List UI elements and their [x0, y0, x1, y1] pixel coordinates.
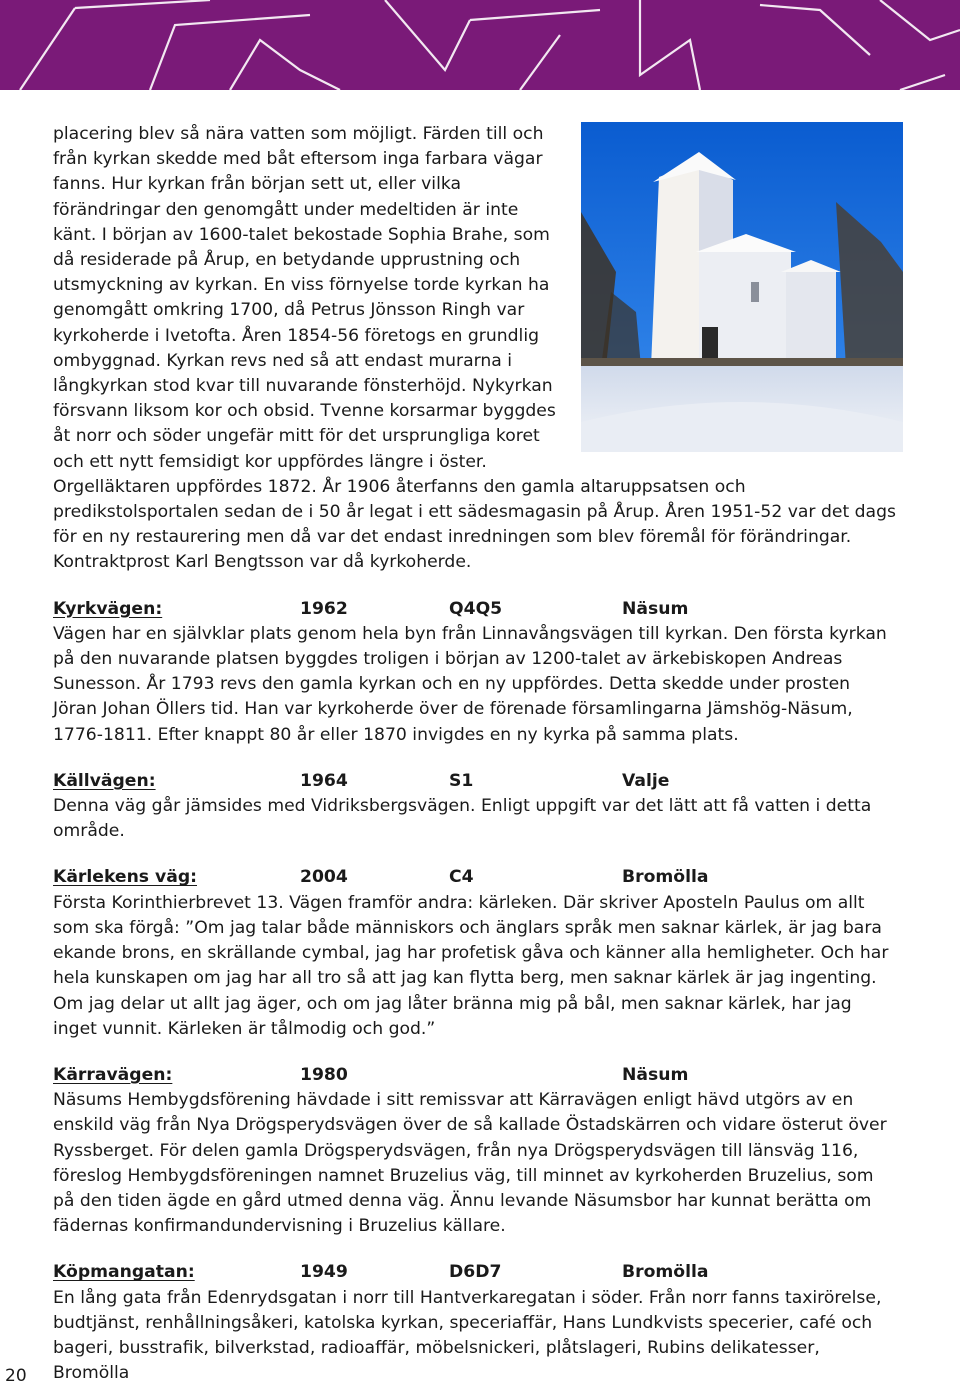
locality: Valje	[622, 770, 670, 791]
entry-header	[53, 597, 898, 622]
street-name: Källvägen:	[53, 770, 156, 791]
map-code: S1	[449, 770, 474, 791]
entry-text: En lång gata från Edenrydsgatan i norr till Hantverkaregatan i söder. Från norr fanns taxirörelse, budtjänst, renhållningsåkeri, katolska kyrkan, speceriaffär, Hans Lundkvists specerier, café och bageri, busstrafik, bilverkstad, radioaffär, möbelsnickeri, plåtslageri, Rubins delikatesser, Bromölla	[53, 1287, 882, 1384]
entry-kopmangatan	[53, 1260, 898, 1386]
entry-kallvagen	[53, 769, 898, 845]
entry-karlekens-vag	[53, 865, 898, 1041]
locality: Näsum	[622, 598, 689, 619]
banner-pattern	[0, 0, 960, 90]
locality: Näsum	[622, 1064, 689, 1085]
entry-text: Första Korinthierbrevet 13. Vägen framför andra: kärleken. Där skriver Aposteln Paulus om allt som ska förgå: ”Om jag talar både människors och änglars språk men saknar kärlek, är jag bara ekande brons, en skrällande cymbal, jag har profetisk gåva och känner alla hemligheter. Och har hela kunskapen om jag har all tro så att jag kan flytta berg, men saknar kärlek är jag ingenting. Om jag delar ut allt jag äger, och om jag låter bränna mig på bål, men saknar kärlek, har jag inget vunnit. Kärleken är tålmodig och god.”	[53, 892, 889, 1039]
street-name: Kärlekens väg:	[53, 867, 197, 888]
street-year: 1980	[300, 1064, 348, 1085]
church-photo	[581, 122, 903, 452]
intro-paragraph: placering blev så nära vatten som möjligt. Färden till och från kyrkan skedde med båt eftersom inga farbara vägar fanns. Hur kyrkan från början sett ut, eller vilka förändringar den genomgått under medeltiden är inte känt. I början av 1600-talet bekostade Sophia Brahe, som då residerade på Årup, en betydande upprustning och utsmyckning av kyrkan. En viss förnyelse torde kyrkan ha genomgått omkring 1700, då Petrus Jönsson Ringh var kyrkoherde i Ivetofta. Åren 1854-56 företogs en grundlig ombyggnad. Kyrkan revs ned så att endast murarna i långkyrkan stod kvar till nuvarande fönsterhöjd. Nykyrkan försvann liksom kor och obsid. Tvenne korsarmar byggdes åt norr och söder ungefär mitt för det ursprungliga koret och ett nytt femsidigt kor uppfördes längre i öster. Orgelläktaren uppfördes 1872. År 1906 återfanns den gamla altaruppsatsen och predikstolsportalen sedan de i 50 år legat i ett sädesmagasin på Årup. Åren 1951-52 var det dags för en ny restaurering men då var det endast inredningen som blev föremål för förändringar. Kontraktprost Karl Bengtsson var då kyrkoherde.	[53, 124, 896, 573]
page-number: 20	[5, 1366, 27, 1386]
street-year: 1964	[300, 770, 348, 791]
street-year: 1949	[300, 1262, 348, 1283]
header-banner	[0, 0, 960, 90]
street-name: Kärravägen:	[53, 1064, 173, 1085]
map-code: Q4Q5	[449, 598, 503, 619]
street-name: Köpmangatan:	[53, 1262, 195, 1283]
map-code: C4	[449, 867, 474, 888]
entry-header	[53, 865, 898, 890]
page-content	[53, 122, 898, 1386]
entry-header	[53, 1063, 898, 1088]
map-code	[449, 1063, 622, 1088]
entry-karravagen	[53, 1063, 898, 1239]
entry-header	[53, 769, 898, 794]
entry-text: Näsums Hembygdsförening hävdade i sitt remissvar att Kärravägen enligt hävd utgörs av en enskild väg från Nya Drögsperydsvägen över de så kallade Östadskärren och vidare österut över Ryssberget. För delen gamla Drögsperydsvägen, från nya Drögsperydsvägen till länsväg 116, föreslog Hembygdsföreningen namnet Bruzelius väg, till minnet av kyrkoherden Bruzelius, som på den tiden ägde en gård utmed denna väg. Ännu levande Näsumsbor har kunnat berätta om fädernas konfirmandundervisning i Bruzelius källare.	[53, 1090, 887, 1237]
map-code: D6D7	[449, 1262, 502, 1283]
street-year: 1962	[300, 598, 348, 619]
entry-header	[53, 1260, 898, 1285]
street-name: Kyrkvägen:	[53, 598, 163, 619]
entry-text: Vägen har en självklar plats genom hela byn från Linnavångsvägen till kyrkan. Den första kyrkan på den nuvarande platsen byggdes troligen i början av 1200-talet av ärkebiskopen Andreas Sunesson. År 1793 revs den gamla kyrkan och en ny uppfördes. Detta skedde under prosten Jöran Johan Öllers tid. Han var kyrkoherde över de förenade församlingarna Jämshög-Näsum, 1776-1811. Efter knappt 80 år eller 1870 invigdes en ny kyrka på samma plats.	[53, 623, 887, 745]
locality: Bromölla	[622, 867, 709, 888]
street-year: 2004	[300, 867, 348, 888]
locality: Bromölla	[622, 1262, 709, 1283]
entry-kyrkvagen	[53, 597, 898, 748]
entry-text: Denna väg går jämsides med Vidriksbergsvägen. Enligt uppgift var det lätt att få vatten i detta område.	[53, 796, 872, 842]
